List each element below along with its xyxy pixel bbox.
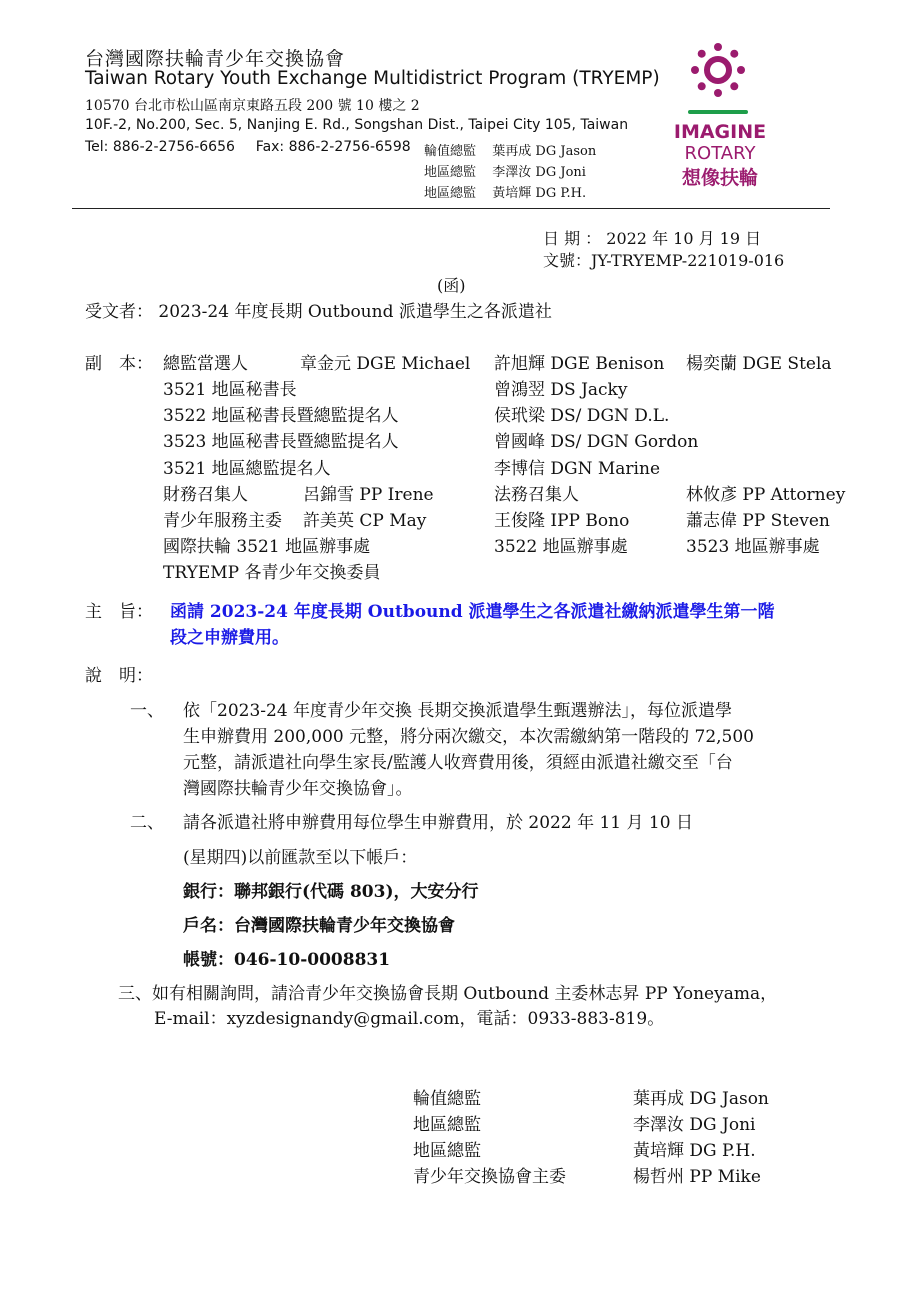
cc-cell: 章金元 DGE Michael <box>300 354 471 374</box>
cc-cell: 3521 地區總監提名人 <box>163 459 331 479</box>
header-governor: 地區總監 黃培輝 DG P.H. <box>424 186 587 201</box>
cc-cell: 侯玳梁 DS/ DGN D.L. <box>494 406 670 426</box>
item3-line: E-mail：xyzdesignandy@gmail.com，電話：0933-883-819。 <box>154 1009 665 1029</box>
signature-role: 青少年交換協會主委 <box>413 1167 566 1187</box>
explain-label: 說 明： <box>85 666 153 686</box>
subject-label: 主 旨： <box>85 602 153 622</box>
doc-date: 日 期 ： 2022 年 10 月 19 日 <box>543 229 762 248</box>
cc-cell: TRYEMP 各青少年交換委員 <box>163 563 381 583</box>
cc-cell: 許美英 CP May <box>303 511 427 531</box>
subject-text: 段之申辦費用。 <box>170 628 289 648</box>
logo-divider-bar <box>688 110 748 114</box>
cc-cell: 楊奕蘭 DGE Stela <box>686 354 832 374</box>
item3-line: 三、如有相關詢問，請洽青少年交換協會長期 Outbound 主委林志昇 PP Yoneyama， <box>118 984 778 1004</box>
item2-line: 請各派遣社將申辦費用每位學生申辦費用，於 2022 年 11 月 10 日 <box>183 813 693 833</box>
header-governor: 輪值總監 葉再成 DG Jason <box>424 144 597 159</box>
cc-cell: 法務召集人 <box>494 485 579 505</box>
cc-cell: 3521 地區秘書長 <box>163 380 297 400</box>
signature-role: 地區總監 <box>413 1115 481 1135</box>
signature-role: 地區總監 <box>413 1141 481 1161</box>
cc-cell: 3523 地區秘書長暨總監提名人 <box>163 432 399 452</box>
address-en: 10F.-2, No.200, Sec. 5, Nanjing E. Rd., Songshan Dist., Taipei City 105, Taiwan <box>85 117 629 133</box>
item1-line: 生申辦費用 200,000 元整，將分兩次繳交，本次需繳納第一階段的 72,500 <box>183 727 754 747</box>
contact-line <box>85 139 411 155</box>
header-divider <box>72 208 830 209</box>
cc-cell: 李博信 DGN Marine <box>494 459 661 479</box>
cc-cell: 曾鴻翌 DS Jacky <box>494 380 628 400</box>
cc-cell: 王俊隆 IPP Bono <box>494 511 630 531</box>
subject-text: 函請 2023-24 年度長期 Outbound 派遣學生之各派遣社繳納派遣學生第一階 <box>170 602 775 622</box>
cc-cell: 總監當選人 <box>163 354 248 374</box>
cc-cell: 3522 地區辦事處 <box>494 537 628 557</box>
cc-cell: 3523 地區辦事處 <box>686 537 820 557</box>
item-number: 二、 <box>130 813 164 833</box>
org-name-en: Taiwan Rotary Youth Exchange Multidistrict Program (TRYEMP) <box>85 68 660 89</box>
account-name: 戶名：台灣國際扶輪青少年交換協會 <box>183 916 455 936</box>
item1-line: 元整，請派遣社向學生家長/監護人收齊費用後，須經由派遣社繳交至「台 <box>183 753 733 773</box>
address-zh: 10570 台北市松山區南京東路五段 200 號 10 樓之 2 <box>85 98 420 114</box>
cc-cell: 林攸彥 PP Attorney <box>686 485 846 505</box>
cc-cell: 許旭輝 DGE Benison <box>494 354 665 374</box>
rotary-wheel-icon <box>690 42 746 98</box>
letter-mark: (函) <box>437 276 466 295</box>
cc-cell: 呂錦雪 PP Irene <box>303 485 434 505</box>
logo-rotary: ROTARY <box>684 143 756 164</box>
item-number: 一、 <box>130 701 164 721</box>
signature-name: 楊哲州 PP Mike <box>633 1167 761 1187</box>
signature-name: 黃培輝 DG P.H. <box>633 1141 756 1161</box>
org-name-zh: 台灣國際扶輪青少年交換協會 <box>85 48 346 70</box>
cc-cell: 國際扶輪 3521 地區辦事處 <box>163 537 371 557</box>
tel-number: Tel: 886-2-2756-6656 <box>85 139 235 155</box>
item1-line: 灣國際扶輪青少年交換協會」。 <box>183 779 413 799</box>
logo-zh: 想像扶輪 <box>681 167 758 189</box>
cc-cell: 青少年服務主委 <box>163 511 282 531</box>
cc-label: 副 本： <box>85 354 153 374</box>
header-governor: 地區總監 李澤汝 DG Joni <box>424 165 586 180</box>
signature-name: 李澤汝 DG Joni <box>633 1115 756 1135</box>
cc-cell: 蕭志偉 PP Steven <box>686 511 830 531</box>
doc-number: 文號：JY-TRYEMP-221019-016 <box>543 251 785 270</box>
item2-line: (星期四)以前匯款至以下帳戶： <box>183 848 418 868</box>
cc-cell: 財務召集人 <box>163 485 248 505</box>
bank-name: 銀行：聯邦銀行(代碼 803)，大安分行 <box>183 882 479 902</box>
account-number: 帳號：046-10-0008831 <box>183 950 391 970</box>
logo-imagine: IMAGINE <box>673 121 767 143</box>
signature-name: 葉再成 DG Jason <box>633 1089 769 1109</box>
cc-cell: 曾國峰 DS/ DGN Gordon <box>494 432 699 452</box>
fax-number: Fax: 886-2-2756-6598 <box>255 139 411 155</box>
recipient: 受文者： 2023-24 年度長期 Outbound 派遣學生之各派遣社 <box>85 302 552 322</box>
signature-role: 輪值總監 <box>413 1089 481 1109</box>
cc-cell: 3522 地區秘書長暨總監提名人 <box>163 406 399 426</box>
item1-line: 依「2023-24 年度青少年交換 長期交換派遣學生甄選辦法」，每位派遣學 <box>183 701 732 721</box>
